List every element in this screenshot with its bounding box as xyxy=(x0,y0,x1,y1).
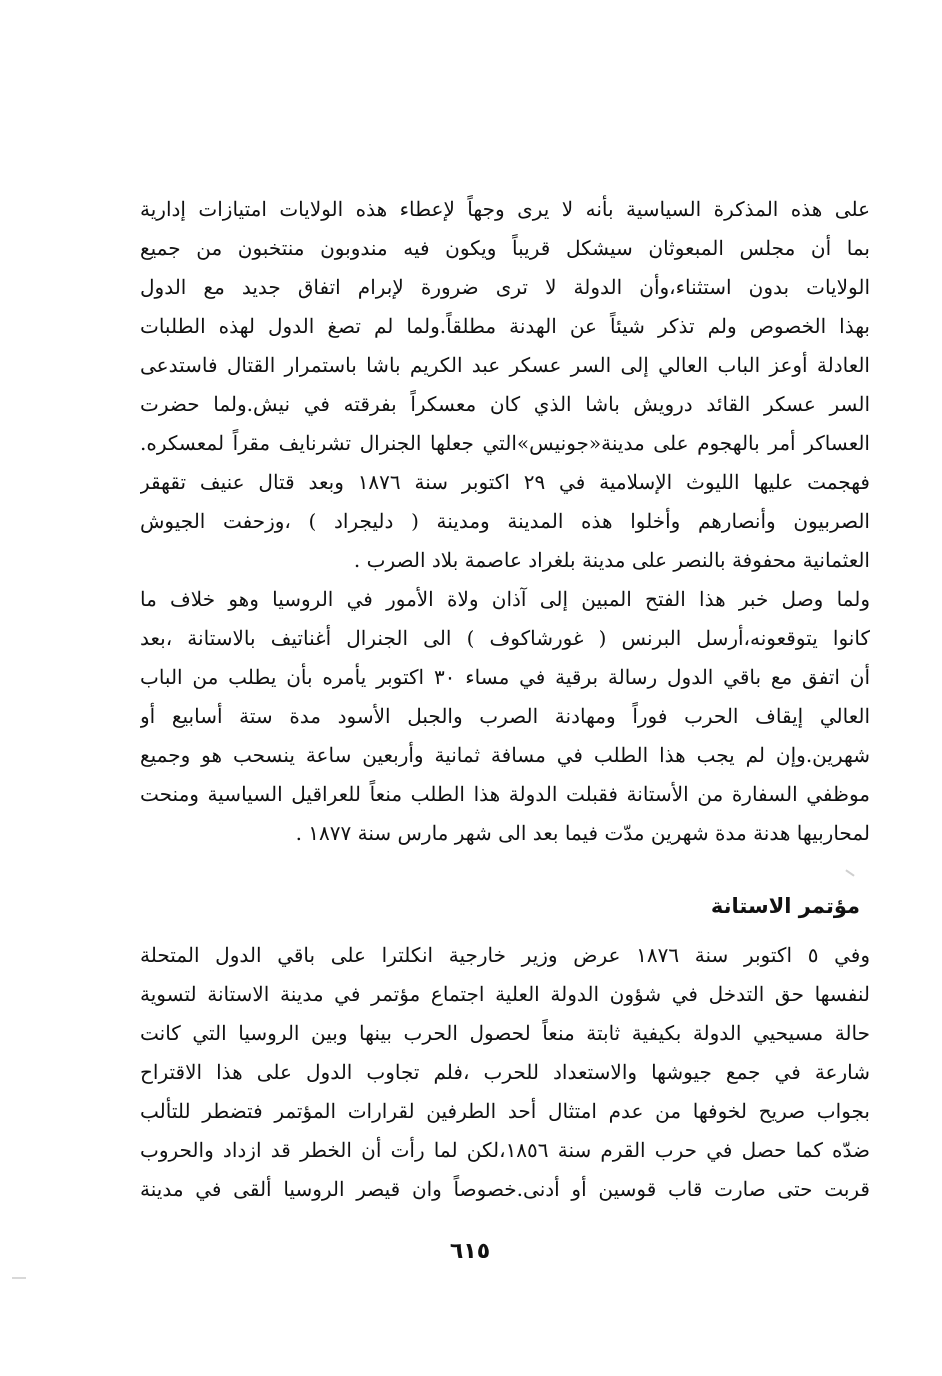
text-line: ولما وصل خبر هذا الفتح المبين إلى آذان ولاة الأمور في الروسيا وهو خلاف ما xyxy=(140,587,870,611)
text-line: بجواب صريح لخوفها من عدم امتثال أحد الطرفين لقرارات المؤتمر فتضطر للتألب xyxy=(140,1099,870,1123)
text-line: أن اتفق مع باقي الدول رسالة برقية في مساء ٣٠ اكتوبر يأمره بأن يطلب من الباب xyxy=(140,665,870,689)
text-line: بما أن مجلس المبعوثان سيشكل قريباً ويكون فيه مندوبون منتخبون من جميع xyxy=(140,236,870,260)
text-line: الولايات بدون استثناء،وأن الدولة لا ترى ضرورة لإبرام اتفاق جديد مع الدول xyxy=(140,275,870,299)
text-line: لمحاربيها هدنة مدة شهرين مدّت فيما بعد الى شهر مارس سنة ١٨٧٧ . xyxy=(295,821,870,845)
text-line: العادلة أوعز الباب العالي إلى السر عسكر عبد الكريم باشا باستمرار القتال فاستدعى xyxy=(140,353,870,377)
text-line: وفي ٥ اكتوبر سنة ١٨٧٦ عرض وزير خارجية انكلترا على باقي الدول المتحلة xyxy=(140,943,870,967)
text-line: ضدّه كما حصل في حرب القرم سنة ١٨٥٦،لكن لما رأت أن الخطر قد ازداد والحروب xyxy=(140,1138,870,1162)
paragraph-3 xyxy=(140,936,870,1209)
text-line: قربت حتى صارت قاب قوسين أو أدنى.خصوصاً وان قيصر الروسيا ألقى في مدينة xyxy=(140,1177,870,1201)
text-line: لنفسها حق التدخل في شؤون الدولة العلية اجتماع مؤتمر في مدينة الاستانة لتسوية xyxy=(140,982,870,1006)
scan-mark xyxy=(845,869,854,876)
section-heading: مؤتمر الاستانة xyxy=(710,894,860,918)
text-line: بهذا الخصوص ولم تذكر شيئاً عن الهدنة مطلقاً.ولما لم تصغ الدول لهذه الطلبات xyxy=(140,314,870,338)
text-line: على هذه المذكرة السياسية بأنه لا يرى وجهاً لإعطاء هذه الولايات امتيازات إدارية xyxy=(140,197,870,221)
text-line: حالة مسيحيي الدولة بكيفية ثابتة منعاً لحصول الحرب بينها وبين الروسيا التي كانت xyxy=(140,1021,870,1045)
text-line: شارعة في جمع جيوشها والاستعداد للحرب ،فلم تجاوب الدول على هذا الاقتراح xyxy=(140,1060,870,1084)
text-line: كانوا يتوقعونه،أرسل البرنس ( غورشاكوف ) الى الجنرال أغناتيف بالاستانة ،بعد xyxy=(140,626,870,650)
text-line: العالي إيقاف الحرب فوراً ومهادنة الصرب والجبل الأسود مدة ستة أسابيع أو xyxy=(140,704,870,728)
text-line: العثمانية محفوفة بالنصر على مدينة بلغراد عاصمة بلاد الصرب . xyxy=(353,548,870,572)
text-line: موظفي السفارة من الأستانة فقبلت الدولة هذا الطلب منعاً للعراقيل السياسية ومنحت xyxy=(140,782,870,806)
paragraph-2 xyxy=(140,580,870,853)
page-number: ٦١٥ xyxy=(449,1239,491,1264)
text-line: فهجمت عليها الليوث الإسلامية في ٢٩ اكتوبر سنة ١٨٧٦ وبعد قتال عنيف تقهقر xyxy=(140,470,870,494)
scan-mark xyxy=(12,1277,26,1279)
paragraph-1 xyxy=(140,190,870,580)
text-line: السر عسكر القائد درويش باشا الذي كان معسكراً بفرقته في نيش.ولما حضرت xyxy=(140,392,870,416)
text-line: الصربيون وأنصارهم وأخلوا هذه المدينة ومدينة ( دليجراد ) ،وزحفت الجيوش xyxy=(140,509,870,533)
text-line: العساكر أمر بالهجوم على مدينة«جونيس»التي جعلها الجنرال تشرنايف مقراً لمعسكره. xyxy=(140,431,870,455)
text-line: شهرين.وإن لم يجب هذا الطلب في مسافة ثمانية وأربعين ساعة ينسحب هو وجميع xyxy=(140,743,870,767)
